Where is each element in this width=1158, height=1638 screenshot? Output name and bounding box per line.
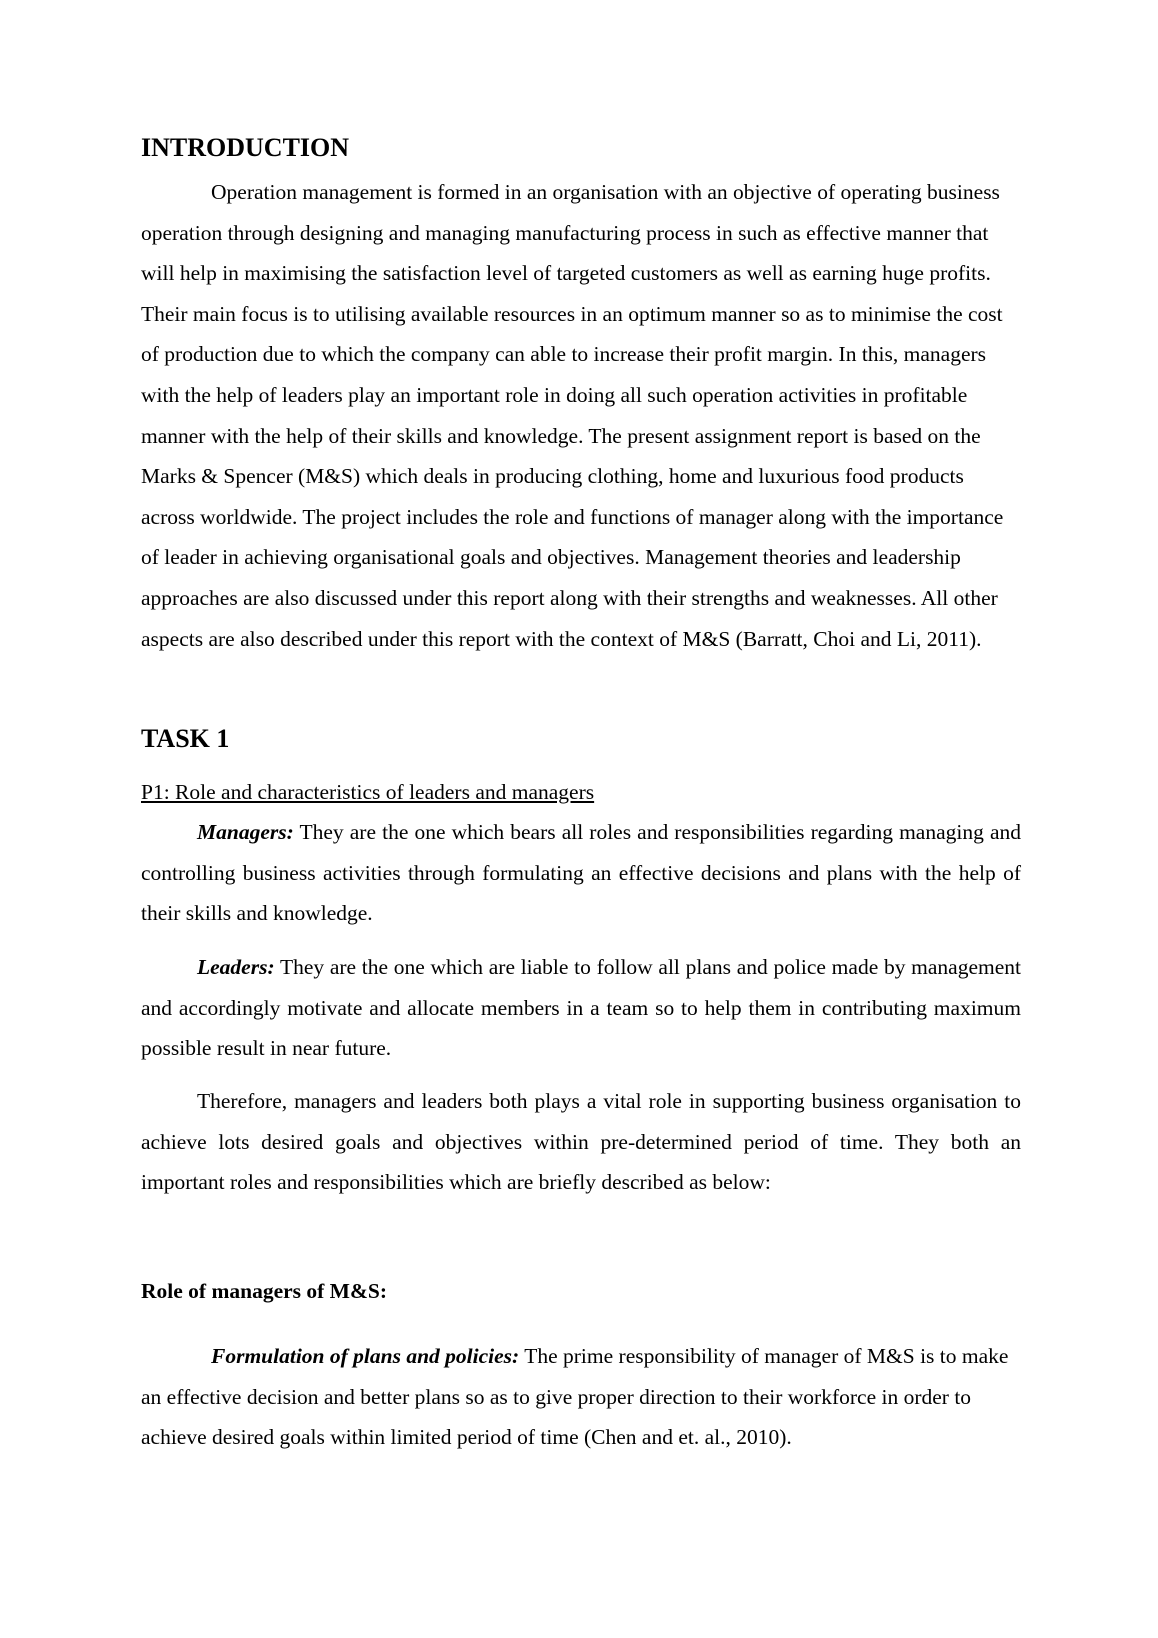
formulation-paragraph <box>141 1336 1021 1458</box>
managers-text: They are the one which bears all roles and responsibilities regarding managing and controlling business activities through formulating an effective decisions and plans with the help of their skills and knowledge. <box>141 820 1021 926</box>
introduction-paragraph: Operation management is formed in an organisation with an objective of operating business operation through designing and managing manufacturing process in such as effective manner that will help in maximising the satisfaction level of targeted customers as well as earning huge profits. Their main focus is to utilising available resources in an optimum manner so as to minimise the cost of production due to which the company can able to increase their profit margin. In this, managers with the help of leaders play an important role in doing all such operation activities in profitable manner with the help of their skills and knowledge. The present assignment report is based on the Marks & Spencer (M&S) which deals in producing clothing, home and luxurious food products across worldwide. The project includes the role and functions of manager along with the importance of leader in achieving organisational goals and objectives. Management theories and leadership approaches are also discussed under this report along with their strengths and weaknesses. All other aspects are also described under this report with the context of M&S (Barratt, Choi and Li, 2011). <box>141 180 1004 651</box>
managers-term: Managers: <box>197 820 294 844</box>
managers-paragraph <box>141 812 1021 934</box>
formulation-term: Formulation of plans and policies: <box>211 1344 520 1368</box>
p1-subheading: P1: Role and characteristics of leaders and managers <box>141 780 595 804</box>
leaders-text: They are the one which are liable to follow all plans and police made by management and accordingly motivate and allocate members in a team so to help them in contributing maximum possible result in near future. <box>141 955 1021 1061</box>
leaders-paragraph <box>141 947 1021 1069</box>
therefore-paragraph: Therefore, managers and leaders both plays a vital role in supporting business organisation to achieve lots desired goals and objectives within pre-determined period of time. They both an important roles and responsibilities which are briefly described as below: <box>141 1089 1021 1195</box>
introduction-heading: INTRODUCTION <box>141 133 350 162</box>
role-of-managers-heading: Role of managers of M&S: <box>141 1279 388 1303</box>
task1-heading: TASK 1 <box>141 724 230 753</box>
formulation-text: The prime responsibility of manager of M&S is to make an effective decision and better plans so as to give proper direction to their workforce in order to achieve desired goals within limited period of time (Chen and et. al., 2010). <box>141 1344 1009 1450</box>
leaders-term: Leaders: <box>197 955 275 979</box>
